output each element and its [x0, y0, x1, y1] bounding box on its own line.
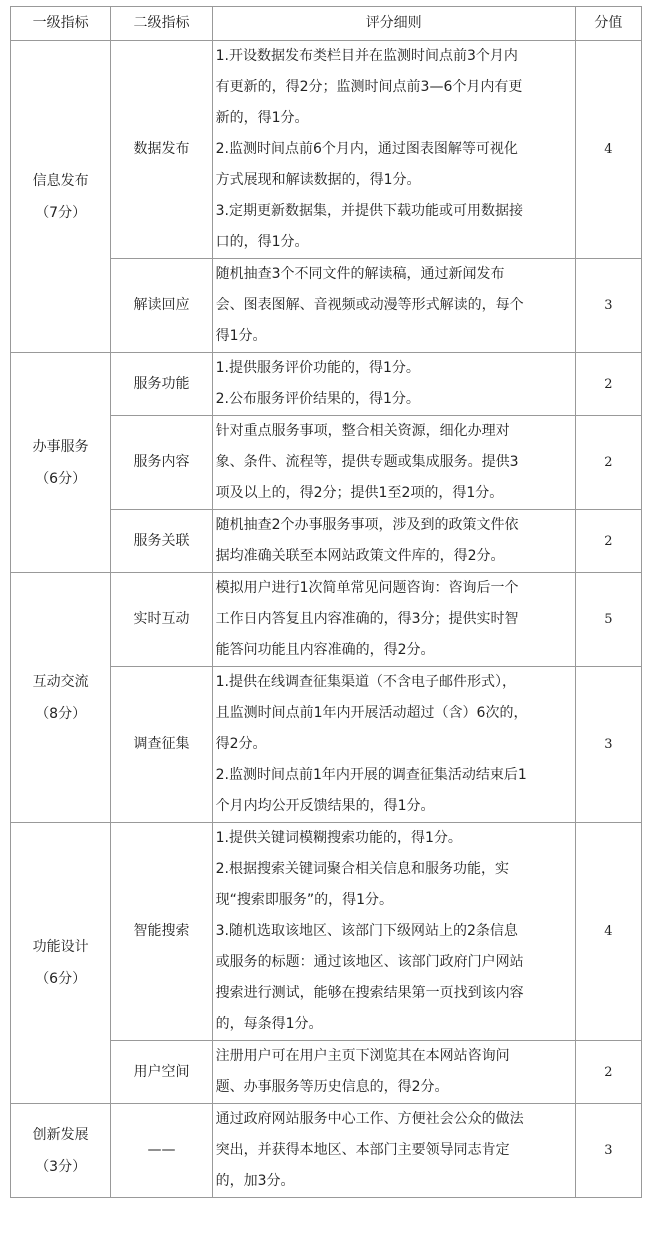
detail-line: 新的，得1分。 — [215, 110, 309, 126]
detail-line: 突出，并获得本地区、本部门主要领导同志肯定 — [215, 1142, 510, 1158]
table-row — [11, 41, 642, 259]
table-body — [11, 41, 642, 1198]
detail-line: 的，每条得1分。 — [215, 1016, 323, 1032]
level1-points: （8分） — [35, 705, 87, 722]
header-detail: 评分细则 — [212, 7, 575, 41]
detail-cell — [212, 1104, 575, 1198]
detail-line: 随机抽查3个不同文件的解读稿，通过新闻发布 — [215, 266, 505, 282]
level2-name: —— — [111, 1104, 212, 1198]
detail-line: 题、办事服务等历史信息的，得2分。 — [215, 1079, 449, 1095]
level1-cell — [11, 1104, 111, 1198]
score-value: 2 — [575, 416, 641, 510]
level2-name: 数据发布 — [111, 41, 212, 259]
table-row — [11, 823, 642, 1041]
table-row — [11, 573, 642, 667]
score-value: 3 — [575, 1104, 641, 1198]
table-row — [11, 353, 642, 416]
score-value: 4 — [575, 41, 641, 259]
score-value: 3 — [575, 259, 641, 353]
detail-line: 针对重点服务事项，整合相关资源，细化办理对 — [215, 423, 510, 439]
detail-line: 模拟用户进行1次简单常见问题咨询：咨询后一个 — [215, 580, 519, 596]
level1-points: （6分） — [35, 971, 87, 987]
detail-line: 3.随机选取该地区、该部门下级网站上的2条信息 — [215, 923, 518, 939]
level2-name: 智能搜索 — [111, 823, 212, 1041]
score-value: 4 — [575, 823, 641, 1041]
score-value: 3 — [575, 667, 641, 823]
detail-cell — [212, 1041, 575, 1104]
detail-line: 搜索进行测试，能够在搜索结果第一页找到该内容 — [215, 985, 524, 1001]
detail-cell — [212, 823, 575, 1041]
detail-line: 注册用户可在用户主页下浏览其在本网站咨询问 — [215, 1048, 510, 1064]
detail-cell — [212, 259, 575, 353]
level1-cell — [11, 823, 111, 1104]
detail-line: 或服务的标题：通过该地区、该部门政府门户网站 — [215, 954, 524, 970]
detail-line: 2.监测时间点前6个月内，通过图表图解等可视化 — [215, 141, 518, 157]
detail-line: 会、图表图解、音视频或动漫等形式解读的，每个 — [215, 297, 524, 313]
score-value: 2 — [575, 353, 641, 416]
table-header — [11, 7, 642, 41]
level2-name: 解读回应 — [111, 259, 212, 353]
detail-line: 方式展现和解读数据的，得1分。 — [215, 172, 421, 188]
level1-cell — [11, 573, 111, 823]
detail-line: 3.定期更新数据集，并提供下载功能或可用数据接 — [215, 203, 523, 219]
level1-name: 功能设计 — [32, 939, 89, 955]
level2-name: 实时互动 — [111, 573, 212, 667]
detail-line: 1.开设数据发布类栏目并在监测时间点前3个月内 — [215, 48, 518, 64]
level1-points: （6分） — [35, 470, 87, 487]
header-level2: 二级指标 — [111, 7, 212, 41]
level1-cell — [11, 41, 111, 353]
level1-name: 信息发布 — [32, 172, 89, 189]
detail-line: 得2分。 — [215, 736, 267, 752]
level1-points: （7分） — [35, 204, 87, 221]
detail-line: 通过政府网站服务中心工作、方便社会公众的做法 — [215, 1111, 524, 1127]
detail-line: 1.提供关键词模糊搜索功能的，得1分。 — [215, 830, 462, 846]
detail-line: 现“搜索即服务”的，得1分。 — [215, 892, 394, 908]
detail-line: 有更新的，得2分；监测时间点前3—6个月内有更 — [215, 79, 523, 95]
detail-line: 口的，得1分。 — [215, 234, 309, 250]
scoring-table — [10, 6, 642, 1198]
detail-line: 得1分。 — [215, 328, 267, 344]
detail-cell — [212, 353, 575, 416]
detail-line: 的，加3分。 — [215, 1173, 295, 1189]
detail-line: 2.根据搜索关键词聚合相关信息和服务功能，实 — [215, 861, 509, 877]
detail-line: 能答问功能且内容准确的，得2分。 — [215, 642, 435, 658]
table-row — [11, 1104, 642, 1198]
detail-line: 且监测时间点前1年内开展活动超过（含）6次的， — [215, 705, 528, 721]
level1-name: 创新发展 — [32, 1126, 89, 1143]
detail-line: 据均准确关联至本网站政策文件库的，得2分。 — [215, 548, 505, 564]
score-value: 2 — [575, 1041, 641, 1104]
level2-name: 服务内容 — [111, 416, 212, 510]
detail-line: 1.提供在线调查征集渠道（不含电子邮件形式）， — [215, 674, 516, 690]
score-value: 2 — [575, 510, 641, 573]
level1-name: 办事服务 — [32, 438, 89, 455]
level1-points: （3分） — [35, 1158, 87, 1175]
level1-name: 互动交流 — [32, 673, 89, 690]
detail-line: 1.提供服务评价功能的，得1分。 — [215, 360, 420, 376]
level1-cell — [11, 353, 111, 573]
detail-line: 2.公布服务评价结果的，得1分。 — [215, 391, 420, 407]
level2-name: 调查征集 — [111, 667, 212, 823]
detail-line: 2.监测时间点前1年内开展的调查征集活动结束后1 — [215, 767, 527, 783]
detail-line: 个月内均公开反馈结果的，得1分。 — [215, 798, 435, 814]
header-row — [11, 7, 642, 41]
detail-line: 随机抽查2个办事服务事项，涉及到的政策文件依 — [215, 517, 519, 533]
detail-cell — [212, 667, 575, 823]
detail-line: 象、条件、流程等，提供专题或集成服务。提供3 — [215, 454, 519, 470]
header-level1: 一级指标 — [11, 7, 111, 41]
detail-line: 项及以上的，得2分；提供1至2项的，得1分。 — [215, 485, 504, 501]
detail-cell — [212, 510, 575, 573]
header-score: 分值 — [575, 7, 641, 41]
detail-line: 工作日内答复且内容准确的，得3分；提供实时智 — [215, 611, 519, 627]
detail-cell — [212, 41, 575, 259]
level2-name: 服务功能 — [111, 353, 212, 416]
detail-cell — [212, 416, 575, 510]
level2-name: 用户空间 — [111, 1041, 212, 1104]
level2-name: 服务关联 — [111, 510, 212, 573]
score-value: 5 — [575, 573, 641, 667]
detail-cell — [212, 573, 575, 667]
